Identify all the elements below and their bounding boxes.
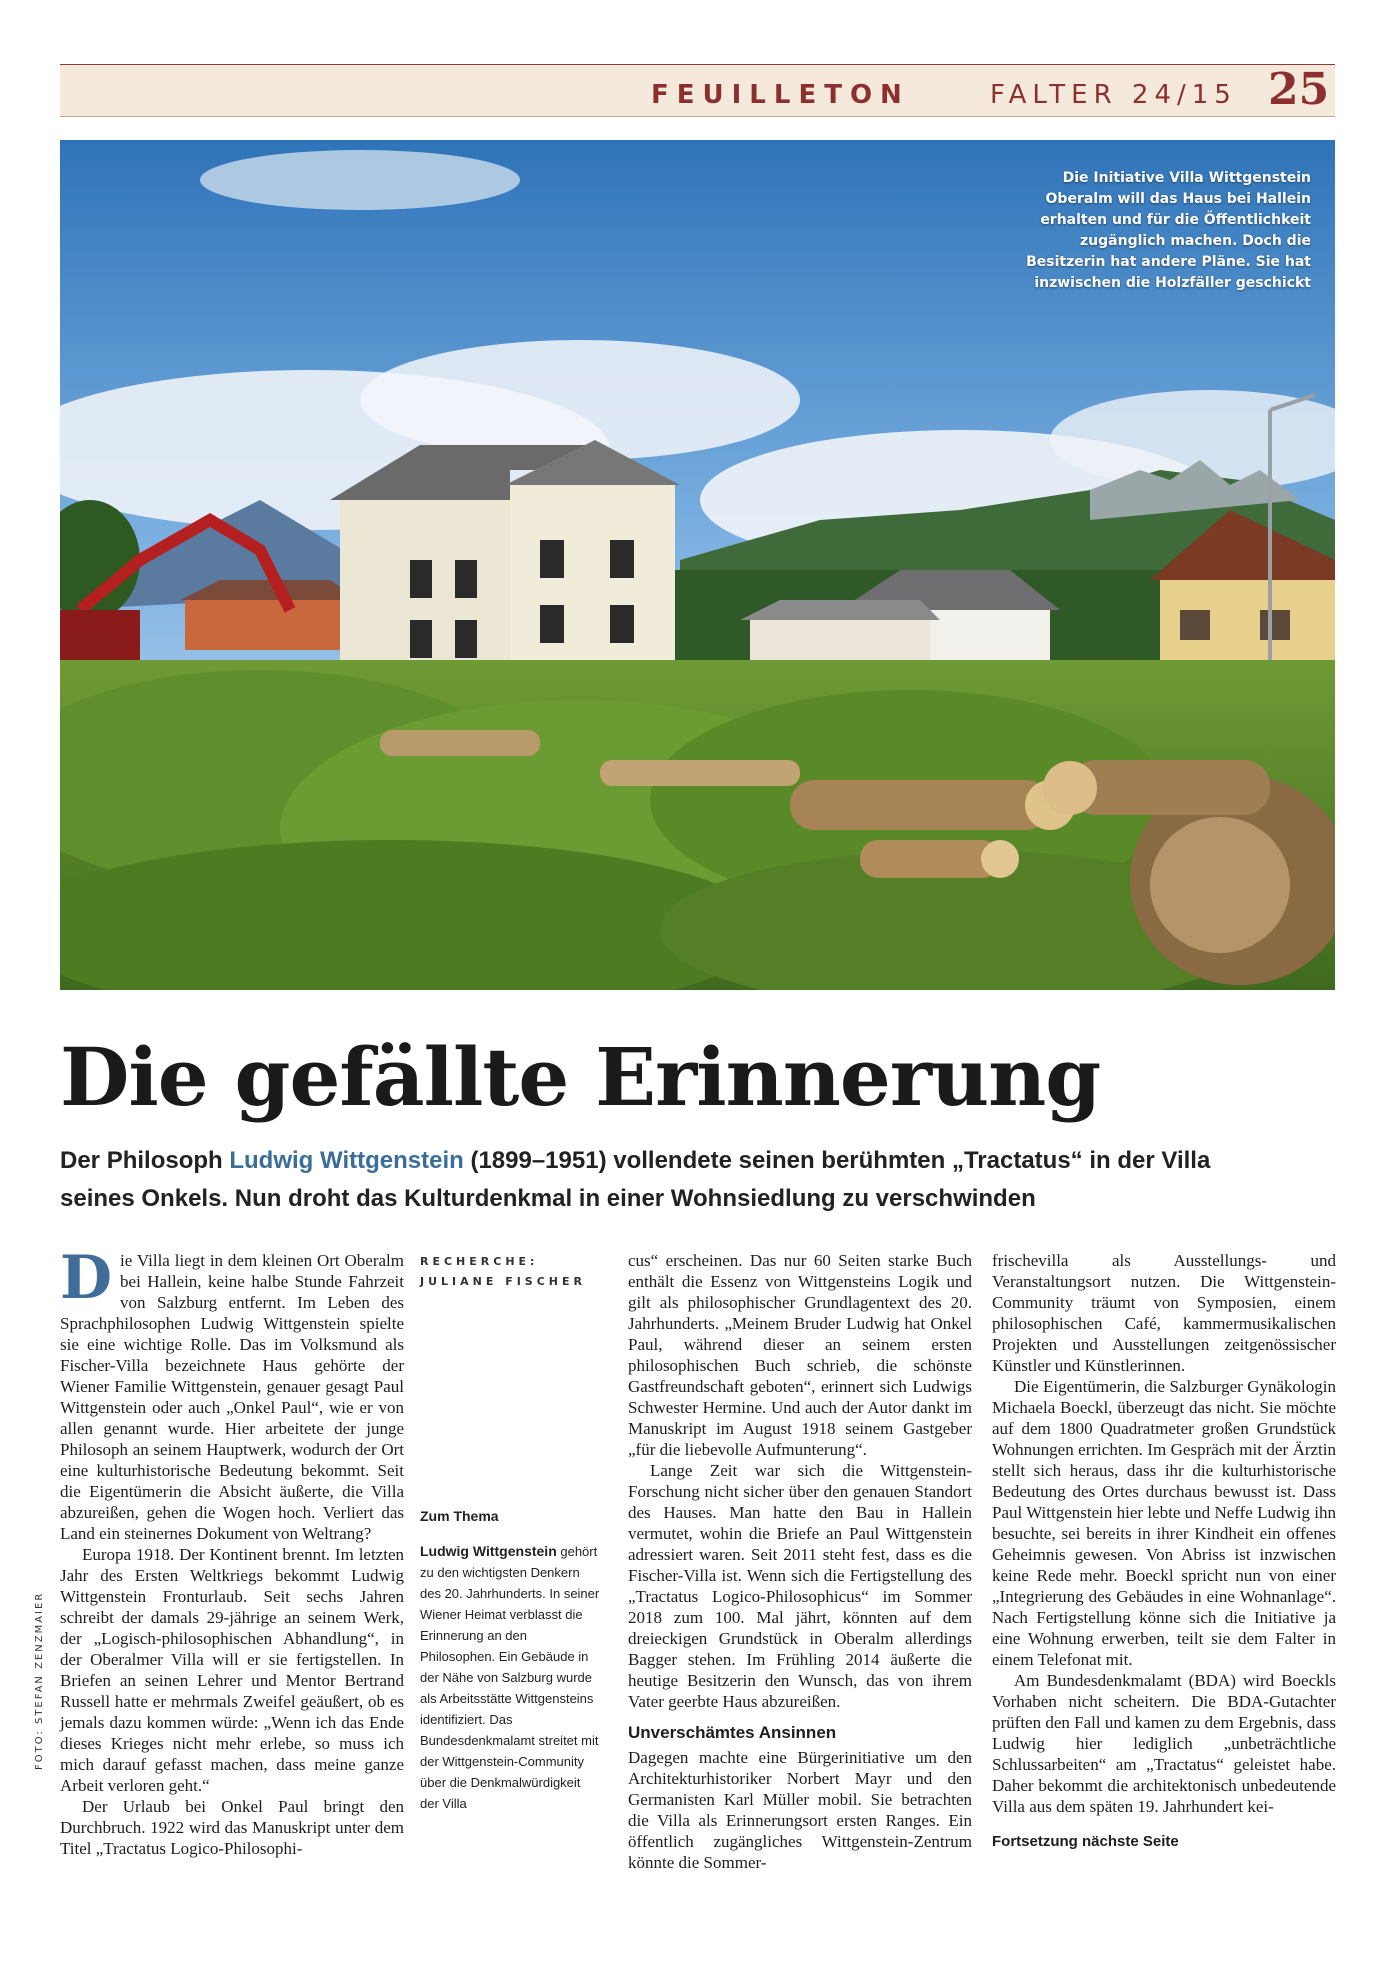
article-column-3 [628, 1250, 972, 1873]
paragraph: Der Urlaub bei Onkel Paul bringt den Durchbruch. 1922 wird das Manuskript unter dem Titel „Tractatus Logico-Philosophi- [60, 1797, 404, 1858]
photo-caption: Die Initiative Villa Wittgenstein Oberalm will das Haus bei Hallein erhalten und für die Öffentlichkeit zugänglich machen. Doch die Besitzerin hat andere Pläne. Sie hat inzwischen die Holzfäller geschickt [1026, 170, 1311, 291]
photo-credit: FOTO: STEFAN ZENZMAIER [34, 1591, 45, 1770]
deck-intro: Der Philosoph [60, 1147, 230, 1174]
headline: Die gefällte Erinnerung [60, 1030, 1101, 1124]
section-label: FEUILLETON [651, 80, 910, 110]
dropcap: D [60, 1243, 113, 1313]
paragraph: Dagegen machte eine Bürgerinitiative um den Architekturhistoriker Norbert Mayr und den Germanisten Karl Müller mobil. Sie betrachten die Villa als Erinnerungsort ersten Ranges. Ein öffentlich zugängliches Wittgenstein-Zentrum könnte die Sommer- [628, 1748, 972, 1872]
sidebar-box [420, 1506, 600, 1814]
article-column-1 [60, 1243, 404, 1859]
research-author: JULIANE FISCHER [420, 1275, 586, 1288]
deck-rest: (1899–1951) vollendete seinen berühmten „Tractatus“ in der Villa seines Onkels. Nun droht das Kulturdenkmal in einer Wohnsiedlung zu verschwinden [60, 1147, 1211, 1212]
lead-photo [60, 140, 1335, 990]
header-rule [60, 116, 1335, 117]
deck-name: Ludwig Wittgenstein [229, 1147, 464, 1174]
deck [60, 1142, 1290, 1218]
paragraph: Europa 1918. Der Kontinent brennt. Im letzten Jahr des Ersten Weltkriegs bekommt Ludwig Wittgenstein Fronturlaub. Seit sechs Jahren schreibt der damals 29-jährige an seinem Werk, der „Logisch-philosophischen Abhandlung“, in der Oberalmer Villa will er sie fertigstellen. In Briefen an seinen Lehrer und Mentor Bertrand Russell hatte er mehrmals Zweifel geäußert, ob es jemals dazu kommen würde: „Wenn ich das Ende dieses Krieges nicht mehr erlebe, so muss ich mich darauf gefasst machen, dass meine ganze Arbeit verloren geht.“ [60, 1545, 404, 1795]
sidebar-text: gehört zu den wichtigsten Denkern des 20. Jahrhunderts. In seiner Wiener Heimat verblasst die Erinnerung an den Philosophen. Ein Gebäude in der Nähe von Salzburg wurde als Arbeitsstätte Wittgensteins identifiziert. Das Bundesdenkmalamt streitet mit der Wittgenstein-Community über die Denkmalwürdigkeit der Villa [420, 1544, 600, 1811]
sidebar-title: Zum Thema [420, 1508, 499, 1524]
paragraph: Am Bundesdenkmalamt (BDA) wird Boeckls Vorhaben nicht scheitern. Die BDA-Gutachter prüften den Fall und kamen zu dem Ergebnis, dass Ludwig hier lediglich „unbeträchtliche Schlussarbeiten“ am „Tractatus“ geleistet habe. Daher bekommt die architektonisch unbedeutende Villa aus dem späten 19. Jahrhundert kei- [992, 1671, 1336, 1816]
paragraph: Die Villa liegt in dem kleinen Ort Oberalm bei Hallein, keine halbe Stunde Fahrzeit von Salzburg entfernt. Im Leben des Sprachphilosophen Ludwig Wittgenstein spielte sie eine wichtige Rolle. Das im Volksmund als Fischer-Villa bezeichnete Haus gehörte der Wiener Familie Wittgenstein, genauer gesagt Paul Wittgenstein oder auch „Onkel Paul“, wie er von allen genannt wurde. Hier arbeitete der junge Philosoph an seinem Hauptwerk, wodurch der Ort eine kulturhistorische Bedeutung bekommt. Seit die Eigentümerin die Absicht äußerte, die Villa abzureißen, gehen die Wogen hoch. Verliert das Land ein steinernes Dokument von Weltrang? [60, 1243, 404, 1543]
research-label: RECHERCHE: [420, 1255, 539, 1268]
paragraph: cus“ erscheinen. Das nur 60 Seiten starke Buch enthält die Essenz von Wittgensteins Logik und gilt als philosophischer Grundlagentext des 20. Jahrhunderts. „Meinem Bruder Ludwig hat Onkel Paul, während dieser an seinem ersten philosophischen Buch schrieb, die schönste Gastfreundschaft geboten“, erinnert sich Ludwigs Schwester Hermine. Und auch der Autor dankt im Manuskript im August 1918 seinem Gastgeber „für die liebevolle Aufmunterung“. [628, 1251, 972, 1459]
page-number: 25 [1268, 64, 1330, 115]
continued-note: Fortsetzung nächste Seite [992, 1833, 1179, 1850]
paragraph: frischevilla als Ausstellungs- und Veranstaltungsort nutzen. Die Wittgenstein-Community träumt von Symposien, einem philosophischen Café, kammermusikalischen Projekten und Ausstellungen zeitgenössischer Künstler und Künstlerinnen. [992, 1251, 1336, 1375]
article-column-4 [992, 1250, 1336, 1852]
sidebar-lead: Ludwig Wittgenstein [420, 1543, 557, 1559]
issue-label: FALTER 24/15 [990, 80, 1237, 110]
research-credit [420, 1252, 610, 1292]
paragraph: Lange Zeit war sich die Wittgenstein-Forschung nicht sicher über den genauen Standort des Hauses. Man hatte den Bau in Hallein vermutet, wohin die Briefe an Paul Wittgenstein adressiert waren. Seit 2011 steht fest, dass es die Fischer-Villa ist. Wenn sich die Fertigstellung des „Tractatus Logico-Philosophicus“ im Sommer 2018 zum 100. Mal jährt, könnten auf dem dreieckigen Grundstück in Oberalm allerdings Bagger stehen. Im Frühling 2014 äußerte die heutige Besitzerin den Wunsch, das von ihrem Vater geerbte Haus abzureißen. [628, 1461, 972, 1711]
subheading: Unverschämtes Ansinnen [628, 1723, 837, 1742]
paragraph: Die Eigentümerin, die Salzburger Gynäkologin Michaela Boeckl, überzeugt das nicht. Sie möchte auf dem 1800 Quadratmeter großen Grundstück Wohnungen errichten. Im Gespräch mit der Ärztin stellt sich heraus, dass ihr die kulturhistorische Bedeutung des Ortes durchaus bewusst ist. Dass Paul Wittgenstein hier lebte und Neffe Ludwig ihn besuchte, sei bereits in ihrer Kindheit ein offenes Geheimnis gewesen. Von Abriss ist inzwischen keine Rede mehr. Boeckl spricht nun von einer „Integrierung des Gebäudes in eine Wohnanlage“. Nach Fertigstellung könne sich die Initiative ja eine Wohnung erwerben, teilt sie dem Falter in einem Telefonat mit. [992, 1377, 1336, 1669]
